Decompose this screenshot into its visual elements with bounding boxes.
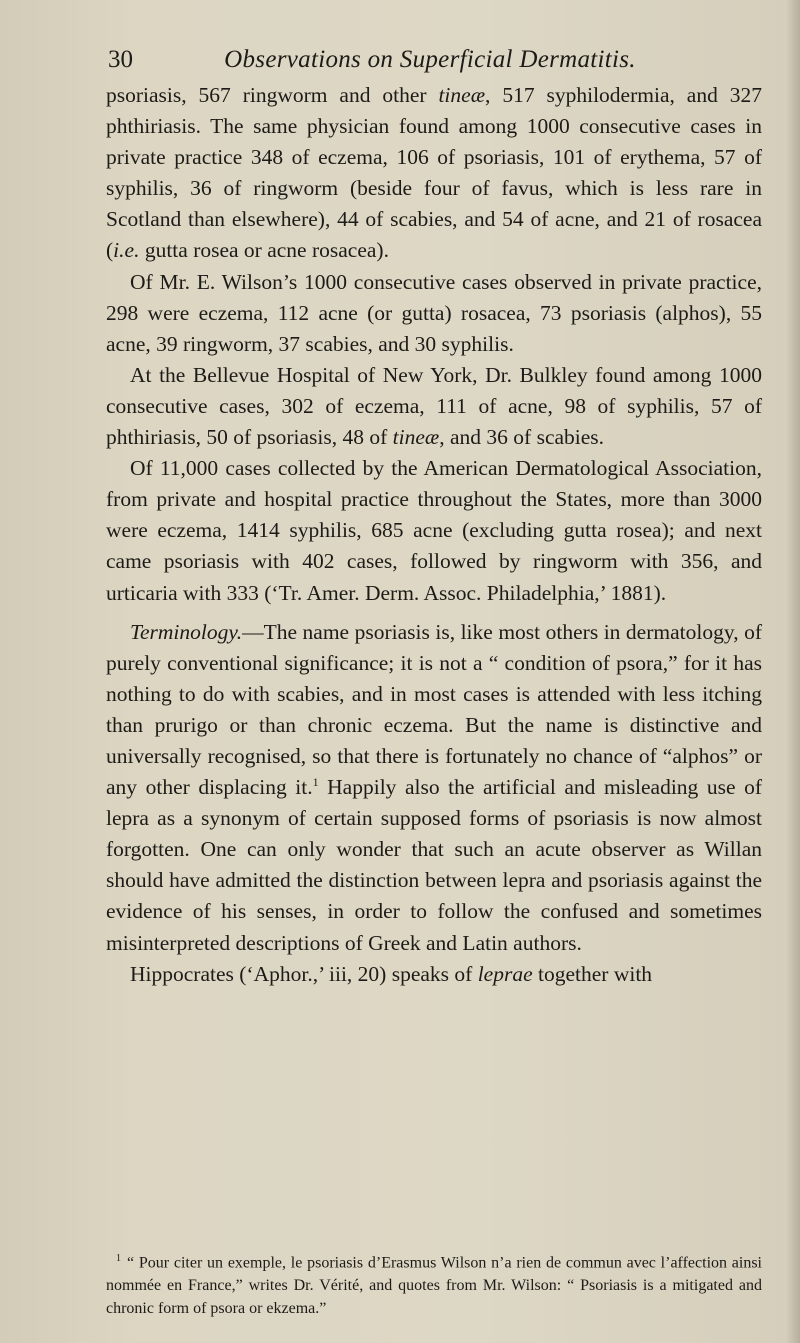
footnote-body: “ Pour citer un exemple, le psoriasis d’Erasmus Wilson n’a rien de commun avec l’affection ainsi nommée en France,” writes Dr. Vérité, and quotes from Mr. Wilson: “ Psoriasis is a mitigated and chronic form of psora or ekzema.” — [106, 1254, 762, 1318]
paragraph — [106, 80, 762, 267]
text-run: At the Bellevue Hospital of New York, Dr. Bulkley found among 1000 consecutive cases, 302 of eczema, 111 of acne, 98 of syphilis, 57 of phthiriasis, 50 of psoriasis, 48 of — [106, 362, 762, 450]
text-run: , and 36 of scabies. — [439, 425, 605, 450]
page-edge-shadow — [786, 0, 800, 1343]
italic-text: tineæ — [392, 425, 440, 450]
text-run: Hippocrates (‘Aphor.,’ iii, 20) speaks of — [130, 961, 478, 986]
footnote-reference: 1 — [312, 774, 319, 789]
text-run: Of Mr. E. Wilson’s 1000 consecutive cases observed in private practice, 298 were eczema, 112 acne (or gutta) rosacea, 73 psoriasis (alphos), 55 acne, 39 ringworm, 37 scabies, and 30 syphilis. — [106, 269, 762, 356]
paragraph — [106, 360, 762, 453]
italic-text: leprae — [477, 961, 533, 986]
italic-text: tineæ — [438, 83, 486, 107]
footnote-text — [106, 1247, 762, 1320]
text-run: gutta rosea or acne rosacea). — [139, 238, 389, 263]
text-run: , 517 syphilodermia, and 327 phthiriasis. The same physician found among 1000 consecutive cases in private practice 348 of eczema, 106 of psoriasis, 101 of erythema, 57 of syphilis, 36 of ringworm (beside four of favus, which is less rare in Scotland than elsewhere), 44 of scabies, and 54 of acne, and 21 of rosacea ( — [106, 83, 762, 263]
running-title: Observations on Superficial Dermatitis. — [224, 46, 636, 73]
italic-text: i.e. — [113, 238, 140, 263]
footnote — [106, 1247, 762, 1320]
body-text — [106, 80, 762, 990]
text-run: Happily also the artificial and misleading use of lepra as a synonym of certain supposed forms of psoriasis is now almost forgotten. One can only wonder that such an acute observer as Willan should have admitted the distinction between lepra and psoriasis against the evidence of his senses, in order to follow the confused and sometimes misinterpreted descriptions of Greek and Latin authors. — [106, 775, 762, 955]
paragraph — [106, 453, 762, 608]
paragraph — [106, 267, 762, 360]
page-number: 30 — [108, 46, 133, 73]
footnote-marker: 1 — [116, 1253, 121, 1264]
text-run: together with — [532, 961, 653, 986]
text-run: psoriasis, 567 ringworm and other — [106, 83, 439, 107]
paragraph — [106, 959, 762, 990]
page-header — [100, 40, 760, 80]
text-run: Of 11,000 cases collected by the American Dermatological Association, from private and hospital practice throughout the States, more than 3000 were eczema, 1414 syphilis, 685 acne (excluding gutta rosea); and next came psoriasis with 402 cases, followed by ringworm with 356, and urticaria with 333 (‘Tr. Amer. Derm. Assoc. Philadelphia,’ 1881). — [106, 456, 762, 605]
italic-text: Terminology. — [130, 619, 243, 644]
text-run: —The name psoriasis is, like most others in dermatology, of purely conventional significance; it is not a “ condition of psora,” for it has nothing to do with scabies, and in most cases is attended with less itching than prurigo or than chronic eczema. But the name is distinctive and universally recognised, so that there is fortunately no chance of “alphos” or any other displacing it. — [106, 619, 762, 800]
paragraph — [106, 617, 762, 959]
